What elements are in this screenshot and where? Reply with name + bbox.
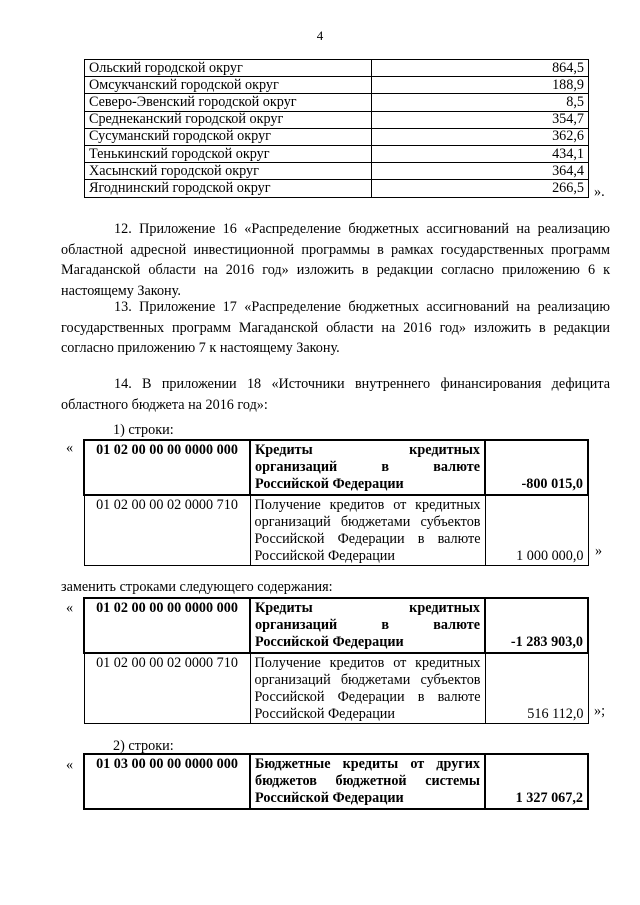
- budget-amount: -800 015,0: [485, 440, 588, 495]
- district-value: 434,1: [372, 145, 589, 162]
- district-name: Среднеканский городской округ: [85, 111, 372, 128]
- sources-table-old: [83, 439, 589, 566]
- table-row: [84, 440, 588, 495]
- budget-code: 01 03 00 00 00 0000 000: [84, 754, 250, 809]
- district-value: 188,9: [372, 77, 589, 94]
- subitem-1-label: 1) строки:: [113, 422, 174, 438]
- table-row: [85, 94, 589, 111]
- budget-code: 01 02 00 00 02 0000 710: [84, 495, 250, 566]
- district-name: Ольский городской округ: [85, 60, 372, 77]
- table-row: [84, 495, 588, 566]
- district-value: 864,5: [372, 60, 589, 77]
- table-row: [85, 60, 589, 77]
- budget-description: Кредиты кредитных организаций в валюте Российской Федерации: [250, 598, 485, 653]
- district-value: 364,4: [372, 163, 589, 180]
- paragraph-13: 13. Приложение 17 «Распределение бюджетных ассигнований на реализацию государственных программ Магаданской области на 2016 год» изложить в редакции согласно приложению 7 к настоящему Закону.: [61, 299, 610, 357]
- district-name: Хасынский городской округ: [85, 163, 372, 180]
- budget-code: 01 02 00 00 00 0000 000: [84, 440, 250, 495]
- table-row: [85, 145, 589, 162]
- district-name: Северо-Эвенский городской округ: [85, 94, 372, 111]
- district-name: Тенькинский городской округ: [85, 145, 372, 162]
- budget-amount: -1 283 903,0: [485, 598, 588, 653]
- table-row: [85, 163, 589, 180]
- table-row: [84, 598, 588, 653]
- budget-amount: 1 000 000,0: [485, 495, 588, 566]
- sources-table-2: [83, 753, 589, 810]
- paragraph-12: 12. Приложение 16 «Распределение бюджетных ассигнований на реализацию областной адресной инвестиционной программы в рамках государственных программ Магаданской области на 2016 год» изложить в редакции согласно приложению 6 к настоящему Закону.: [61, 221, 610, 300]
- replace-text: заменить строками следующего содержания:: [61, 579, 333, 595]
- district-name: Сусуманский городской округ: [85, 128, 372, 145]
- table-row: [84, 653, 588, 724]
- table-row: [84, 754, 588, 809]
- districts-table: [84, 59, 589, 198]
- open-quote: «: [66, 757, 74, 773]
- district-value: 8,5: [372, 94, 589, 111]
- budget-amount: 516 112,0: [485, 653, 588, 724]
- close-quote: »: [595, 543, 603, 559]
- district-name: Ягоднинский городской округ: [85, 180, 372, 197]
- district-value: 266,5: [372, 180, 589, 197]
- subitem-2-label: 2) строки:: [113, 738, 174, 754]
- district-value: 354,7: [372, 111, 589, 128]
- open-quote: «: [66, 440, 74, 456]
- budget-description: Бюджетные кредиты от других бюджетов бюджетной системы Российской Федерации: [250, 754, 485, 809]
- table-row: [85, 128, 589, 145]
- budget-description: Кредиты кредитных организаций в валюте Российской Федерации: [250, 440, 485, 495]
- district-value: 362,6: [372, 128, 589, 145]
- table-row: [85, 77, 589, 94]
- open-quote: «: [66, 600, 74, 616]
- table-row: [85, 180, 589, 197]
- table-closing-quote: ».: [594, 184, 605, 200]
- table-row: [85, 111, 589, 128]
- budget-code: 01 02 00 00 00 0000 000: [84, 598, 250, 653]
- close-quote: »;: [594, 703, 606, 719]
- budget-description: Получение кредитов от кредитных организаций бюджетами субъектов Российской Федерации в валюте Российской Федерации: [250, 495, 485, 566]
- page-number: 4: [316, 28, 324, 43]
- budget-code: 01 02 00 00 02 0000 710: [84, 653, 250, 724]
- paragraph-14: 14. В приложении 18 «Источники внутреннего финансирования дефицита областного бюджета на 2016 год»:: [61, 376, 610, 413]
- sources-table-new: [83, 597, 589, 724]
- district-name: Омсукчанский городской округ: [85, 77, 372, 94]
- budget-amount: 1 327 067,2: [485, 754, 588, 809]
- budget-description: Получение кредитов от кредитных организаций бюджетами субъектов Российской Федерации в валюте Российской Федерации: [250, 653, 485, 724]
